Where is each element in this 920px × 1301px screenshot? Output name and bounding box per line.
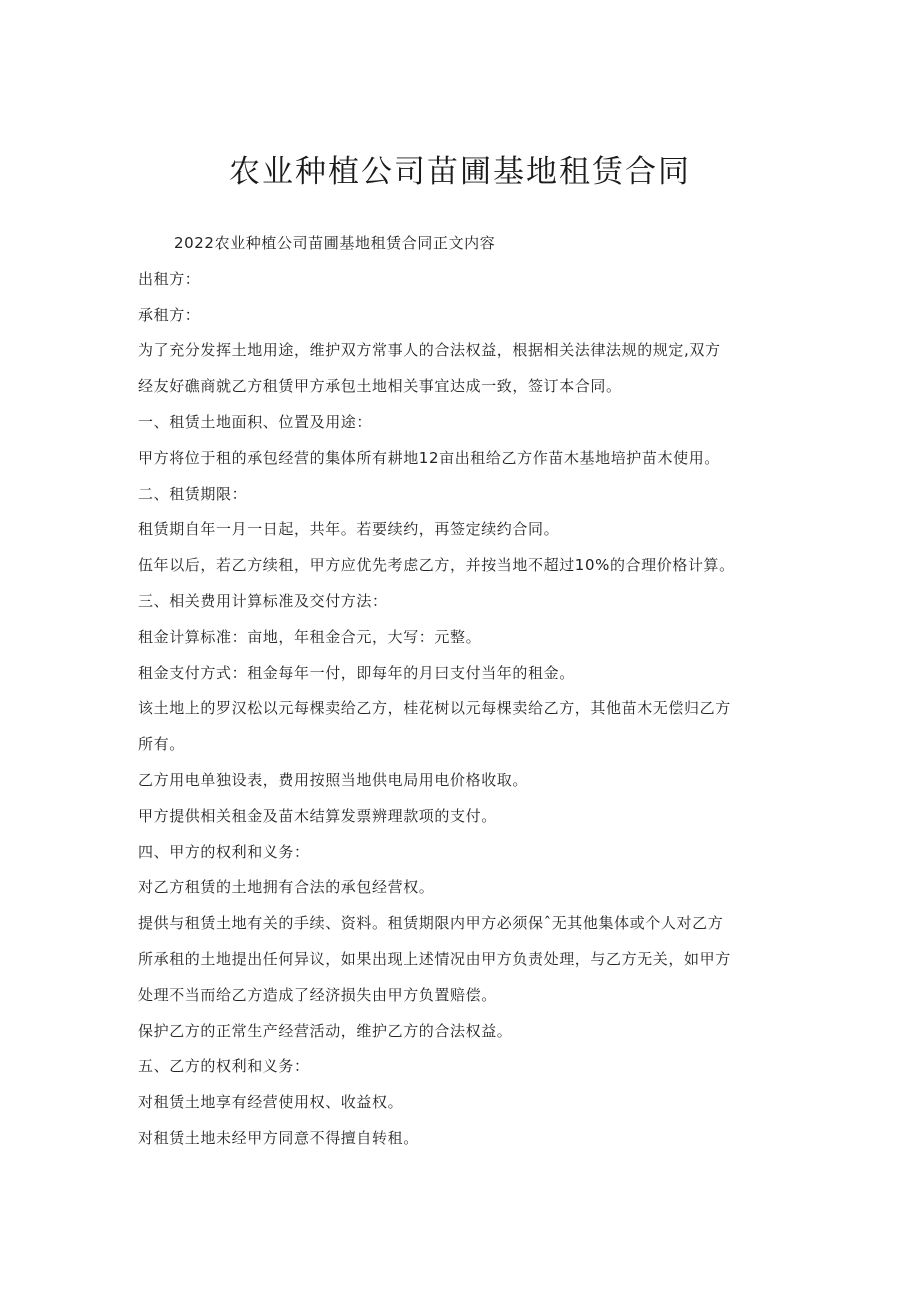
paragraph-line: 提供与租赁土地有关的手续、资料。租赁期限内甲方必须保ˆ无其他集体或个人对乙方 <box>138 914 724 933</box>
section-heading-1: 一、租赁土地面积、位置及用途： <box>138 412 373 431</box>
preamble-line: 为了充分发挥土地用途，维护双方常事人的合法权益，根据相关法律法规的规定,双方 <box>138 341 721 360</box>
paragraph-line: 处理不当而给乙方造成了经济损失由甲方负置赔偿。 <box>138 985 497 1004</box>
paragraph-line: 甲方提供相关租金及苗木结算发票辨理款项的支付。 <box>138 806 497 825</box>
preamble-line: 经友好礁商就乙方租赁甲方承包土地相关事宜达成一致，签订本合同。 <box>138 377 622 396</box>
paragraph-line: 对租赁土地未经甲方同意不得擅自转租。 <box>138 1128 419 1147</box>
section-heading-2: 二、租赁期限： <box>138 484 248 503</box>
lessor-line: 出租方： <box>138 269 201 288</box>
paragraph-line: 所有。 <box>138 735 185 754</box>
paragraph-line: 甲方将位于租的承包经营的集体所有耕地12亩出租给乙方作苗木基地培护苗木使用。 <box>138 448 720 467</box>
paragraph-line: 乙方用电单独设表，费用按照当地供电局用电价格收取。 <box>138 770 529 789</box>
paragraph-line: 租金计算标准：亩地，年租金合元，大写：元整。 <box>138 627 482 646</box>
document-body <box>138 226 798 1157</box>
paragraph-line: 租金支付方式：租金每年一付，即每年的月曰支付当年的租金。 <box>138 663 575 682</box>
paragraph-line: 对租赁土地享有经营使用权、收益权。 <box>138 1093 404 1112</box>
paragraph-line: 所承租的土地提出任何异议，如果出现上述情况由甲方负责处理，与乙方无关，如甲方 <box>138 949 731 968</box>
paragraph-line: 该土地上的罗汉松以元每棵卖给乙方，桂花树以元每棵卖给乙方，其他苗木无偿归乙方 <box>138 699 731 718</box>
contract-subtitle: 2022农业种植公司苗圃基地租赁合同正文内容 <box>174 234 496 252</box>
paragraph-line: 租赁期自年一月一日起，共年。若要续约，再签定续约合同。 <box>138 520 560 539</box>
document-title: 农业种植公司苗圃基地租赁合同 <box>229 154 691 190</box>
paragraph-line: 伍年以后，若乙方续租，甲方应优先考虑乙方，并按当地不超过10%的合理价格计算。 <box>138 556 735 575</box>
section-heading-5: 五、乙方的权利和义务： <box>138 1057 310 1076</box>
lessee-line: 承租方： <box>138 305 201 324</box>
paragraph-line: 对乙方租赁的土地拥有合法的承包经营权。 <box>138 878 435 897</box>
paragraph-line: 保护乙方的正常生产经营活动，维护乙方的合法权益。 <box>138 1021 513 1040</box>
section-heading-3: 三、相关费用计算标准及交付方法： <box>138 591 388 610</box>
section-heading-4: 四、甲方的权利和义务： <box>138 842 310 861</box>
